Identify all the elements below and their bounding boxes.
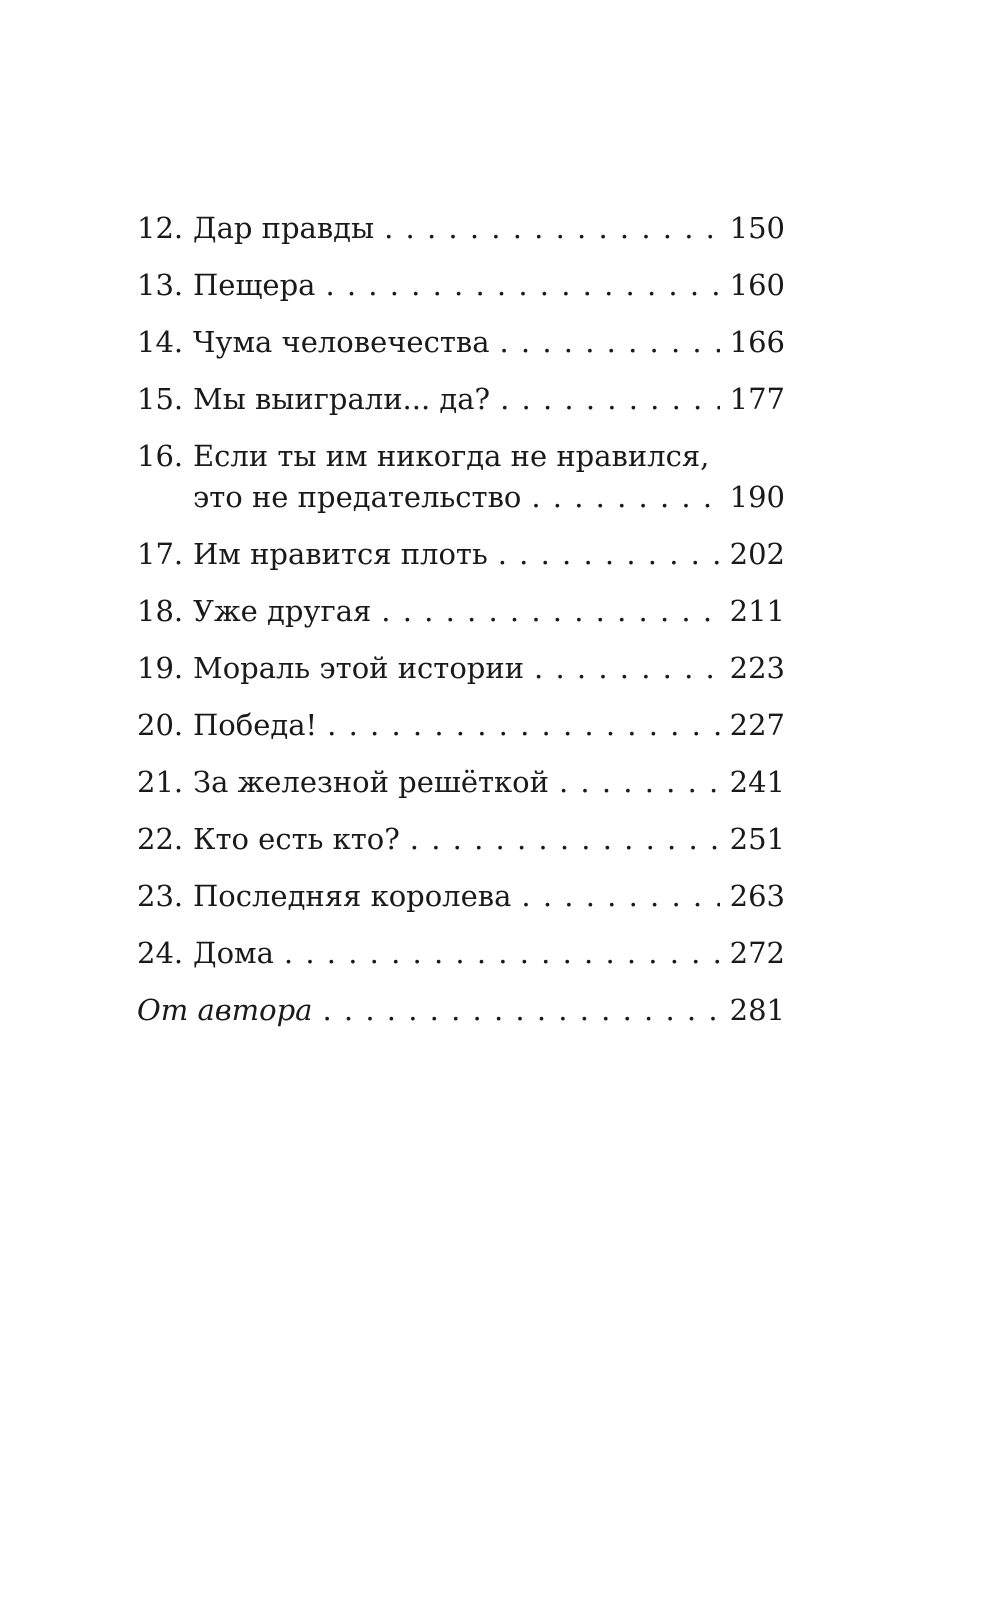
- chapter-title: Победа!: [193, 708, 318, 742]
- toc-entry-15: [137, 379, 785, 420]
- dot-leader: [381, 591, 719, 632]
- chapter-title-line2: это не предательство: [193, 480, 522, 514]
- dot-leader: [384, 208, 720, 249]
- toc-entry-18: [137, 591, 785, 632]
- toc-entry-19: [137, 648, 785, 689]
- chapter-title: Мораль этой истории: [193, 651, 525, 685]
- toc-entry-20: [137, 705, 785, 746]
- dot-leader: [534, 648, 720, 689]
- author-note-title: От автора: [137, 993, 313, 1027]
- chapter-number: 12.: [137, 211, 184, 245]
- page-number: 281: [729, 993, 785, 1027]
- dot-leader: [498, 534, 720, 575]
- chapter-number: 16.: [137, 439, 184, 473]
- toc-entry-24: [137, 933, 785, 974]
- page-number: 251: [729, 822, 785, 856]
- chapter-title: Дома: [193, 936, 274, 970]
- chapter-number: 20.: [137, 708, 184, 742]
- dot-leader: [531, 477, 719, 518]
- page-number: 211: [729, 594, 785, 628]
- page-number: 223: [729, 651, 785, 685]
- chapter-number: 15.: [137, 382, 184, 416]
- dot-leader: [322, 990, 719, 1031]
- toc-entry-author-note: [137, 990, 785, 1031]
- dot-leader: [284, 933, 720, 974]
- chapter-title: Им нравится плоть: [193, 537, 488, 571]
- page-number: 263: [729, 879, 785, 913]
- page-number: 272: [729, 936, 785, 970]
- chapter-number: 22.: [137, 822, 184, 856]
- chapter-number: 21.: [137, 765, 184, 799]
- page-number: 150: [729, 211, 785, 245]
- chapter-title: Пещера: [193, 268, 316, 302]
- chapter-number: 18.: [137, 594, 184, 628]
- page-number: 160: [729, 268, 785, 302]
- chapter-number: 24.: [137, 936, 184, 970]
- dot-leader: [559, 762, 720, 803]
- toc-entry-23: [137, 876, 785, 917]
- toc-entry-14: [137, 322, 785, 363]
- chapter-title: Уже другая: [193, 594, 372, 628]
- chapter-title: За железной решёткой: [193, 765, 549, 799]
- dot-leader: [500, 322, 720, 363]
- chapter-number: 19.: [137, 651, 184, 685]
- page-number: 227: [729, 708, 785, 742]
- dot-leader: [327, 705, 719, 746]
- dot-leader: [410, 819, 720, 860]
- toc-entry-17: [137, 534, 785, 575]
- dot-leader: [521, 876, 719, 917]
- page-number: 166: [729, 325, 785, 359]
- page-number: 190: [729, 480, 785, 514]
- chapter-number: 14.: [137, 325, 184, 359]
- toc-entry-21: [137, 762, 785, 803]
- chapter-title: Кто есть кто?: [193, 822, 400, 856]
- dot-leader: [500, 379, 720, 420]
- chapter-title: Чума человечества: [193, 325, 490, 359]
- toc-entry-12: [137, 208, 785, 249]
- toc-entry-22: [137, 819, 785, 860]
- page-number: 241: [729, 765, 785, 799]
- chapter-title-line1: Если ты им никогда не нравился,: [193, 439, 710, 473]
- chapter-number: 13.: [137, 268, 184, 302]
- chapter-number: 23.: [137, 879, 184, 913]
- page-number: 202: [729, 537, 785, 571]
- chapter-title: Последняя королева: [193, 879, 512, 913]
- toc-entry-13: [137, 265, 785, 306]
- page-number: 177: [729, 382, 785, 416]
- chapter-title: Мы выиграли... да?: [193, 382, 491, 416]
- chapter-title: Дар правды: [193, 211, 375, 245]
- chapter-number: 17.: [137, 537, 184, 571]
- toc-entry-16: [137, 436, 785, 518]
- dot-leader: [325, 265, 719, 306]
- table-of-contents: [137, 208, 785, 1047]
